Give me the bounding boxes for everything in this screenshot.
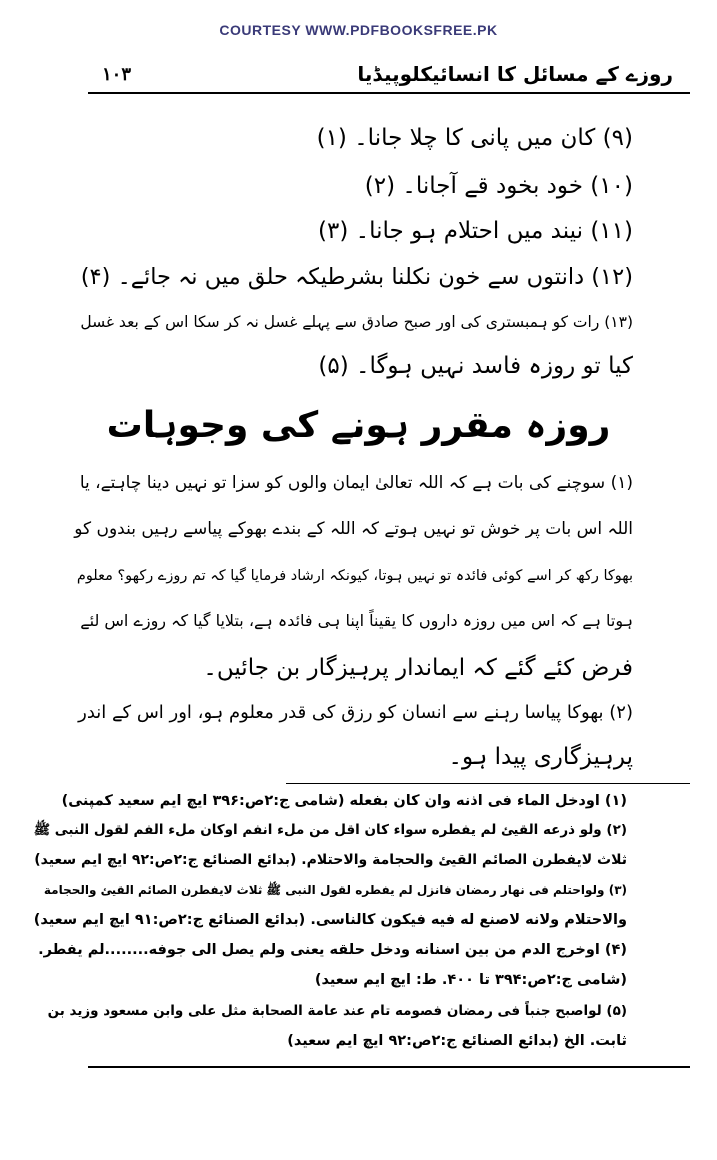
body-line: ہوتا ہے کہ اس میں روزہ داروں کا یقیناً اپنا ہی فائدہ ہے، بتلایا گیا کہ روزے اس لئے bbox=[80, 611, 633, 630]
section-heading: روزہ مقرر ہونے کی وجوہات bbox=[106, 405, 611, 446]
header-rule bbox=[88, 92, 690, 94]
body-line: پرہیزگاری پیدا ہو۔ bbox=[448, 744, 633, 770]
list-item: (۱۲) دانتوں سے خون نکلنا بشرطیکہ حلق میں نہ جائے۔ (۴) bbox=[80, 264, 633, 290]
footnote-continuation: والاحتلام ولانه لاصنع له فیه فیکون کالناسی. (بدائع الصنائع ج:۲ص:۹۱ ایچ ایم سعید) bbox=[33, 912, 627, 928]
body-line: بھوکا رکھ کر اسے کوئی فائدہ تو نہیں ہوتا، کیونکہ ارشاد فرمایا گیا کہ تم روزے رکھو؟ معلوم bbox=[76, 568, 633, 584]
list-item: (۱۰) خود بخود قے آجانا۔ (۲) bbox=[364, 173, 633, 199]
courtesy-watermark: COURTESY WWW.PDFBOOKSFREE.PK bbox=[219, 22, 498, 38]
footnote: (۲) ولو ذرعه القیئ لم یفطره سواء کان اقل من ملء انفم اوکان ملء الفم لقول النبی ﷺ bbox=[33, 822, 627, 838]
footnote: (۴) اوخرج الدم من بین اسنانه ودخل حلقه یعنی ولم یصل الی جوفه........لم یفطر. bbox=[38, 942, 627, 958]
list-item: (۱۱) نیند میں احتلام ہو جانا۔ (۳) bbox=[318, 218, 633, 244]
list-item-continuation: کیا تو روزہ فاسد نہیں ہوگا۔ (۵) bbox=[318, 353, 633, 379]
list-item: (۹) کان میں پانی کا چلا جانا۔ (۱) bbox=[316, 125, 633, 151]
list-item: (۱۳) رات کو ہمبستری کی اور صبح صادق سے پہلے غسل نہ کر سکا اس کے بعد غسل bbox=[80, 313, 633, 331]
body-line: اللہ اس بات پر خوش تو نہیں ہوتے کہ اللہ کے بندے بھوکے پیاسے رہیں بندوں کو bbox=[74, 519, 633, 539]
footer-rule bbox=[88, 1066, 690, 1068]
footnote: (۳) ولواحتلم فی نهار رمضان فانزل لم یفطره لقول النبی ﷺ ثلاث لایفطرن الصائم القیئ والحجامة bbox=[43, 883, 627, 897]
page-number: ۱۰۳ bbox=[102, 64, 132, 84]
footnote: (۵) لواصبح جنباً فی رمضان فصومه تام عند عامة الصحابة مثل علی وابن مسعود وزید بن bbox=[47, 1003, 627, 1019]
footnote-continuation: ثلاث لایفطرن الصائم القیئ والحجامة والاحتلام. (بدائع الصنائع ج:۲ص:۹۲ ایچ ایم سعید) bbox=[34, 852, 627, 868]
footnote-continuation: ثابت. الخ (بدائع الصنائع ج:۲ص:۹۲ ایچ ایم سعید) bbox=[287, 1033, 627, 1049]
footnote: (۱) اودخل الماء فی اذنه وان کان بفعله (شامی ج:۲ص:۳۹۶ ایچ ایم سعید کمپنی) bbox=[61, 793, 627, 809]
running-header-title: روزے کے مسائل کا انسائیکلوپیڈیا bbox=[357, 62, 673, 86]
body-line: (۱) سوچنے کی بات ہے کہ اللہ تعالیٰ ایمان والوں کو سزا تو نہیں دینا چاہتے، یا bbox=[79, 473, 633, 493]
body-line: فرض کئے گئے کہ ایماندار پرہیزگار بن جائیں۔ bbox=[203, 655, 633, 681]
footnote-separator bbox=[286, 783, 690, 784]
footnote-continuation: (شامی ج:۲ص:۳۹۴ تا ۴۰۰. ط: ایچ ایم سعید) bbox=[314, 972, 627, 988]
body-line: (۲) بھوکا پیاسا رہنے سے انسان کو رزق کی قدر معلوم ہو، اور اس کے اندر bbox=[78, 702, 633, 723]
